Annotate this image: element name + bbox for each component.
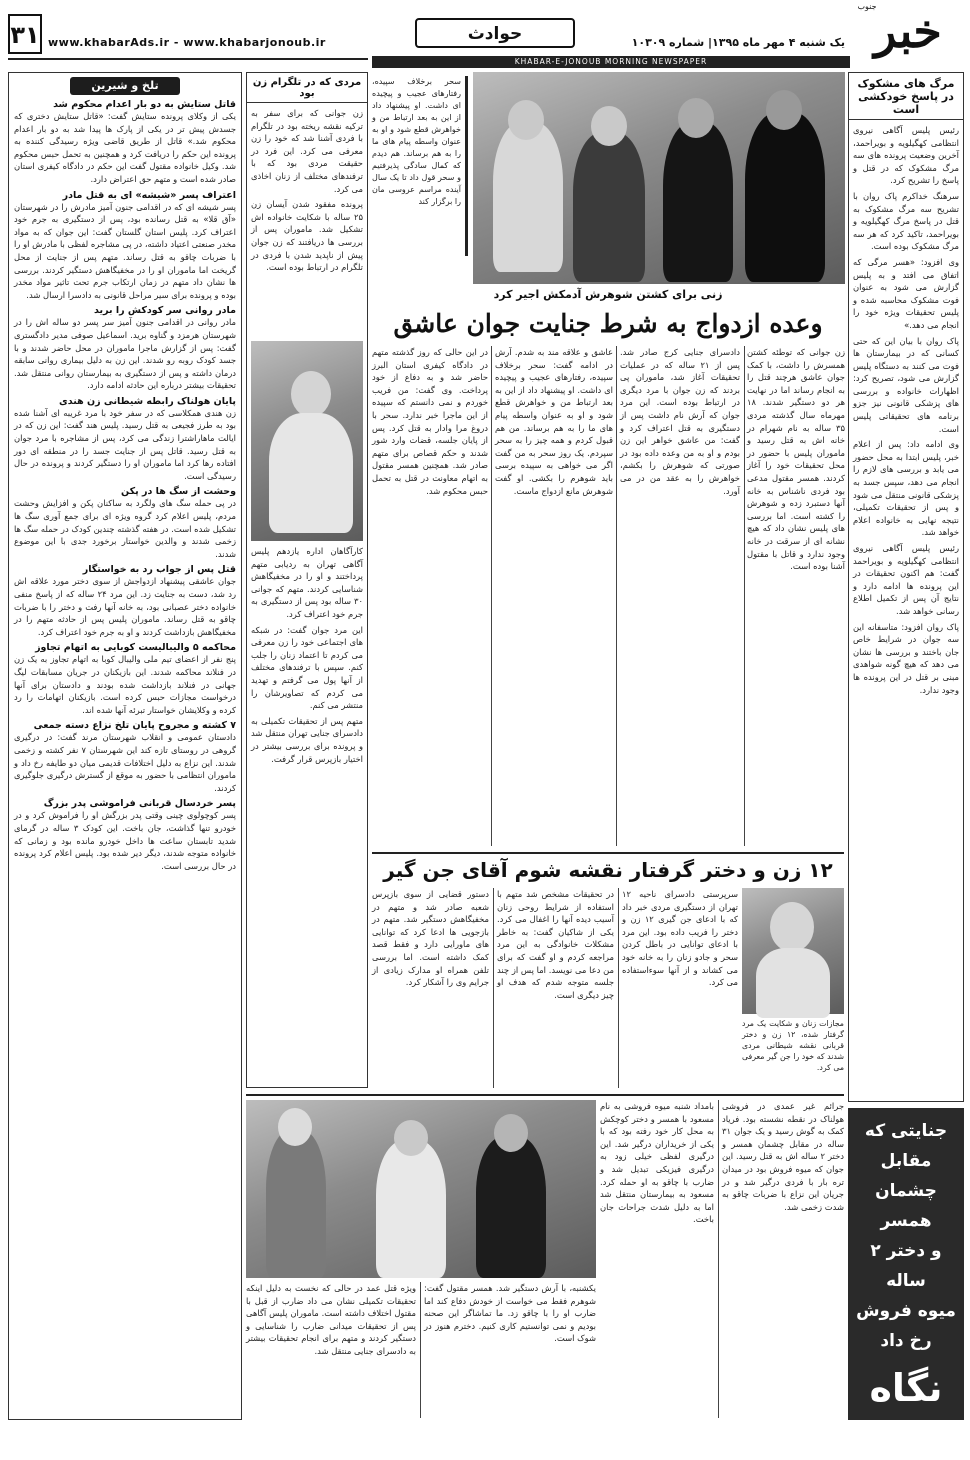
paragraph: پاک روان افزود: متاسفانه این سه جوان در شرایط خاص جان باختند و بررسی ها نشان می دهد که هیچ گونه شواهدی مبنی بر قتل در این پرونده ها وجود ندارد. (853, 621, 959, 695)
promo-line: رخ داد (880, 1331, 932, 1351)
column-rule (493, 888, 494, 1088)
item-body: مادر روانی در اقدامی جنون آمیز سر پسر دو ساله اش را در شهرستان هرمزد و گناوه برید. اسماعیل صوفی مدیر دادگستری گفت: پس از گزارش ماجرا ماموران در محل حاضر شدند و با جسد کودک روبه رو شدند. این زن به دلیل بیماری روانی سابقه درمان داشته و پس از دستگیری به بیمارستان روانی منتقل شد. تحقیقات بیشتر درباره این حادثه ادامه دارد. (14, 317, 236, 391)
item-title: قاتل ستایش به دو بار اعدام محکوم شد (53, 99, 236, 110)
left-column-items (9, 99, 241, 872)
main-story-photo (473, 72, 845, 284)
item-body: یکی از وکلای پرونده ستایش گفت: «قاتل ستایش دختری که جسدش پیش ‌تر در یکی از پارک ها پیدا شد به دو بار اعدام محکوم شد.» قاتل از طریق قاضی ویژه رسیدگی کننده به پرونده این حکم را دریافت کرد و همچنین به تحمل حبس محکوم شد. وکیل خانواده مقتول گفت این حکم در دادگاه کیفری استان صادر شده است و متهم حق اعتراض دارد. (14, 111, 236, 184)
paragraph: پرونده مفقود شدن آیسان زن ۲۵ ساله با شکایت خانواده اش تشکیل شد. ماموران پس از بررسی ها دریافتند که زن جوان پیش از ناپدید شدن با فردی در تلگرام در ارتباط بوده است. (251, 199, 363, 273)
telegram-story-title: مردی که در تلگرام زن بود (247, 77, 367, 103)
column-rule (616, 346, 617, 846)
paragraph: رئیس پلیس آگاهی نیروی انتظامی کهگیلویه و بویراحمد گفت: هم اکنون تحقیقات در این پرونده ها ادامه دارد و نتایج آن پس از تکمیل اطلاع رسانی خواهد شد. (853, 543, 959, 616)
bottom-story-column: جرائم غیر عمدی در فروشی هولناک در نقطه نشسته بود. فریاد کمک به گوش رسید و یک جوان ۳۱ ساله در مقابل چشمان همسر و دختر ۲ ساله اش به قتل رسید. این جوان که میوه فروش بود در میدان تره بار با فردی درگیر شد و در جریان این نزاع با ضربات چاقو به شدت زخمی شد. (722, 1101, 844, 1212)
right-column-subtitle: در پاسخ خودکشی است (849, 90, 963, 120)
right-column-body (849, 124, 963, 696)
item-title: پسر خردسال قربانی فراموشی پدر بزرگ (43, 798, 236, 810)
column-rule (618, 888, 619, 1088)
left-column (8, 72, 242, 1420)
paragraph: پاک روان با بیان این که حتی کسانی که در بیمارستان ها فوت می کنند به دستگاه پلیس گزارش می شود، تصریح کرد: اظهارات خانواده و بررسی های پزشکی قانونی نیز جزو برنامه های تحقیقاتی پلیس است. (853, 335, 959, 434)
telegram-body-top (247, 107, 367, 337)
item-body: جوان عاشقی پیشنهاد ازدواجش از سوی دختر مورد علاقه اش رد شد، دست به جنایت زد. این مرد ۲۴ ساله که از پاسخ منفی خانواده دختر عصبانی بود، به خانه آنها رفت و دختر را با ضربات چاقو به قتل رساند. ماموران پلیس پس از حادثه متهم را در مخفیگاهش بازداشت کردند و او به جرم خود اعتراف کرد. (14, 576, 236, 637)
promo-big: خونبار! (849, 1418, 963, 1456)
promo-line: چشمان همسر (875, 1181, 937, 1231)
paragraph: وی ادامه داد: پس از اعلام خبر، پلیس ابتدا به محل حضور می یابد و بررسی های لازم را انجام می دهد، سپس جسد به پزشکی قانونی منتقل می شود و پس از تحقیقات تکمیلی، نتیجه نهایی به خانواده اعلام خواهد شد. (853, 439, 959, 538)
promo-big: نگاه (869, 1366, 943, 1410)
column-rule (491, 346, 492, 846)
column-rule (744, 346, 745, 846)
logo-subtitle: جنوب (857, 2, 877, 11)
main-story-column: دادسرای جنایی کرج صادر شد. پس از ۲۱ ساله که در عملیات تحقیقات آغاز شد، ماموران پی بردند که زن جوان با مرد دیگری در ارتباط بوده است. این مرد جوان که آرش نام داشت پس از دستگیری به قتل اعتراف کرد و گفت: من عاشق خواهر این زن بودم و او به من وعده داده بود در صورتی که شوهرش را بکشم، خواهرش را به عقد من در می آورد. (620, 347, 740, 496)
item-title: محاکمه ۵ والیبالیست کوبایی به اتهام تجاوز (35, 642, 236, 654)
column-rule (718, 1100, 719, 1418)
story-divider (246, 1094, 844, 1096)
item-title: ۷ کشته و مجروح پایان تلخ نزاع دسته جمعی (33, 720, 236, 732)
section-title: حوادث (415, 18, 575, 48)
right-column-title: مرگ های مشکوک (857, 77, 955, 90)
second-story-headline: ۱۲ زن و دختر گرفتار نقشه شوم آقای جن گیر (383, 858, 833, 882)
paragraph: این مرد جوان گفت: در شبکه های اجتماعی خود را زن معرفی می کردم تا اعتماد زنان را جلب کنم. سپس با ترفندهای مختلف از آنها پول می گرفتم و تهدید می کردم که تصاویرشان را منتشر می کنم. (251, 624, 363, 711)
paragraph: وی افزود: «هسر مرگی که اتفاق می افتد و به پلیس گزارش می شود به عنوان فوت مشکوک محاسبه شده و پلیس تحقیقات ویژه خود را انجام می دهد.» (853, 256, 959, 330)
main-story-column: عاشق و علاقه مند به شدم. آرش در ادامه گفت: سحر برخلاف سپیده، رفتارهای عجیب و پیچیده ای داشت. او پیشنهاد داد از این به بعد ارتباط من و خواهرش قطع شود و او به عنوان واسطه پیام های ما را به هم برساند. من هم قبول کردم و همه چیز را به سحر سپردم. یک روز سحر به من گفت اگر می خواهی به سپیده برسی باید شوهرم را بکشی. او گفت شوهرش مانع ازدواج ماست. (495, 347, 613, 496)
bottom-story-column: ویژه قتل عمد در حالی که نخست به دلیل اینکه تحقیقات تکمیلی نشان می داد ضارب از قبل با مقتول اختلاف داشته است. ماموران پلیس آگاهی پس از تحقیقات میدانی ضارب را شناسایی و دستگیر کردند و متهم برای انجام تحقیقات بیشتر به دادسرای جنایی منتقل شد. (246, 1283, 416, 1356)
paragraph: رئیس پلیس آگاهی نیروی انتظامی کهگیلویه و بویراحمد، آخرین وضعیت پرونده های سه مرگ مشکوک که در قتل و پاسخ را تشریح کرد. (853, 125, 959, 186)
promo-line: میوه فروش (856, 1301, 956, 1321)
promo-line: جنایتی که مقابل (864, 1121, 948, 1171)
main-story-column: زن جوانی که توطئه کشتن همسرش را داشت، با کمک جوان عاشق هرچند قتل را به انجام رساند اما در نهایت هر دو دستگیر شدند. ۱۸ مهرماه سال گذشته مردی ۳۵ ساله به نام شهرام در خانه اش به قتل رسید و ماموران پلیس با حضور در محل تحقیقات خود را آغاز کردند. همسر مقتول مدعی بود فردی ناشناس به خانه آنها دستبرد زده و شوهرش را کشته است. اما بررسی های پلیس نشان داد که هیچ نشانه ای از سرقت در خانه وجود ندارد و قاتل با مقتول آشنا بوده است. (747, 347, 845, 572)
column-rule (420, 1282, 421, 1418)
second-story-caption: مجازات زنان و شکایت یک مرد گرفتار شده، ۱۲ زن و دختر قربانی نقشه شیطانی مردی شدند که خود را جن گیر معرفی می کرد. (742, 1019, 844, 1072)
paragraph: کارآگاهان اداره یازدهم پلیس آگاهی تهران به ردیابی متهم پرداختند و او را در مخفیگاهش شناسایی کردند. متهم که جوانی ۳۰ ساله بود پس از دستگیری به جرم خود اعتراف کرد. (251, 546, 363, 619)
main-story-kicker: زنی برای کشتن شوهرش آدمکش اجیر کرد (493, 288, 723, 301)
side-promo[interactable] (848, 1108, 964, 1456)
paragraph: سرهنگ خداکرم پاک روان با تشریح سه مرگ مشکوک به قتل در پاسخ مرگ کهگیلویه و بویراحمد، تاکید کرد که هر سه مرگ مشکوک بوده است. (853, 190, 959, 252)
item-title: مادر روانی سر کودکش را برید (94, 305, 236, 317)
item-body: دادستان عمومی و انقلاب شهرستان مرند گفت: در درگیری گروهی در روستای تازه کند این شهرستان ۷ نفر کشته و زخمی شدند. این نزاع به دلیل اختلافات قدیمی میان دو طایفه رخ داد و ماموران انتظامی با حضور به موقع از گسترش درگیری جلوگیری کردند. (14, 732, 236, 793)
issue-date: یک شنبه ۴ مهر ماه ۱۳۹۵| شماره ۱۰۳۰۹ (631, 36, 845, 49)
second-story-column: سرپرستی دادسرای ناحیه ۱۲ تهران از دستگیری مردی خبر داد که با ادعای جن گیری ۱۲ زن و دختر را فریب داده بود. این مرد با ادعای توانایی در باطل کردن سحر و جادو زنان را به خانه خود می کشاند و از آنها سوءاستفاده می کرد. (622, 889, 738, 988)
item-title: قتل پس از جواب رد به خواستگار (82, 564, 236, 576)
story-divider (372, 852, 844, 854)
paragraph: زن جوانی که برای سفر به ترکیه نقشه ریخته بود در تلگرام با فردی آشنا شد که خود را زن معرفی می کرد. این فرد در حقیقت مردی بود که با ترفندهای مختلف از زنان اخاذی می کرد. (251, 108, 363, 194)
main-story-headline: وعده ازدواج به شرط جنایت جوان عاشق (393, 309, 823, 338)
telegram-story (246, 72, 368, 1088)
paragraph: متهم پس از تحقیقات تکمیلی به دادسرای جنایی تهران منتقل شد و پرونده برای بررسی بیشتر در اختیار بازپرس قرار گرفت. (251, 715, 363, 764)
right-column (848, 72, 964, 1102)
bottom-story-column: یکشنبه، با آرش دستگیر شد. همسر مقتول گفت: شوهرم فقط می خواست از خودش دفاع کند اما ضارب او را با چاقو زد. ما تماشاگر این صحنه بودیم و نمی توانستیم کاری کنیم. دخترم هنوز در شوک است. (424, 1283, 596, 1344)
promo-line: و دختر ۲ ساله (870, 1241, 942, 1291)
telegram-story-photo (251, 341, 363, 541)
item-title: وحشت از سگ ها در پکن (121, 486, 236, 498)
item-title: اعتراف پسر «شیشه» ای به قتل مادر (62, 189, 236, 201)
banner-strip: KHABAR-E-JONOUB MORNING NEWSPAPER (372, 56, 850, 68)
item-body: در پی حمله سگ های ولگرد به ساکنان پکن و افزایش وحشت مردم، پلیس اعلام کرد گروه ویژه ای برای جمع آوری سگ ها تشکیل شده است. در هفته گذشته چندین کودک در حمله سگ ها زخمی شدند و والدین خواستار برخورد جدی با این موضوع شدند. (14, 498, 236, 559)
second-story-photo (742, 888, 844, 1014)
website-url[interactable]: www.khabarAds.ir - www.khabarjonoub.ir (48, 36, 326, 49)
second-story-column: دستور قضایی از سوی بازپرس شعبه صادر شد و متهم در مخفیگاهش دستگیر شد. متهم در بازجویی ها ادعا کرد که توانایی های ماورایی دارد و فقط قصد کمک داشته است. اما بررسی تلفن همراه او مدارک زیادی از جرایم وی را آشکار کرد. (372, 889, 489, 988)
main-story-caption: سحر برخلاف سپیده، رفتارهای عجیب و پیچیده ای داشت. او پیشنهاد داد از این به بعد ارتباط من و خواهرش قطع شود و او به عنوان واسطه پیام های ما را به هم برساند. هم دیدم که کمال سادگی پذیرفتیم و سحر قول داد تا یک سال آینده مراسم عروسی مان را برگزار کند (372, 76, 468, 256)
newspaper-logo: خبر (874, 4, 942, 58)
second-story-column: در تحقیقات مشخص شد متهم با استفاده از شرایط روحی زنان آسیب دیده آنها را اغفال می کرد. یکی از شاکیان گفت: به خاطر مشکلات خانوادگی به این مرد مراجعه کردم و او گفت که برای من دعا می نویسد. اما پس از چند جلسه متوجه شدم که هدف او چیز دیگری است. (497, 889, 614, 1000)
item-title: پایان هولناک رابطه شیطانی زن هندی (59, 395, 236, 407)
page-number: ۳۱ (8, 14, 42, 54)
telegram-body-bottom (247, 545, 367, 765)
left-column-box-title: تلخ و شیرین (70, 77, 180, 95)
item-body: زن هندی همکلاسی که در سفر خود با مرد غریبه ای آشنا شده بود به طرز فجیعی به قتل رسید. پلیس هند گفت: این زن که در ایالت ماهاراشترا زندگی می کرد، پس از مشاجره با مرد جوان به قتل رسید. قاتل پس از جنایت جسد را در منطقه ای دور افتاده رها کرد اما ماموران او را دستگیر کردند و پرونده در حال رسیدگی است. (14, 407, 236, 481)
item-body: پنج نفر از اعضای تیم ملی والیبال کوبا به اتهام تجاوز به یک زن در فنلاند محاکمه شدند. این بازیکنان در جریان مسابقات لیگ جهانی در فنلاند بازداشت شده بودند و دادستان برای آنها درخواست مجازات حبس کرده است. بازیکنان اتهامات را رد کرده و وکلایشان خواستار تبرئه آنها شده اند. (14, 654, 236, 715)
item-body: پسر شیشه ای که در اقدامی جنون آمیز مادرش را در شهرستان «آق قلا» به قتل رسانده بود، پس از دستگیری به جرم خود اعتراف کرد. پلیس استان گلستان گفت: این جوان که به مواد مخدر صنعتی اعتیاد داشته، در پی مشاجره لفظی با مادرش او را با ضربات چاقو به قتل رساند. متهم پس از جنایت از محل گریخت اما ماموران او را در مخفیگاهش دستگیر کردند. بررسی ها نشان داد متهم در زمان ارتکاب جرم تحت تاثیر مواد مخدر بوده و پرونده برای سیر مراحل قانونی به دادسرا ارسال شد. (14, 201, 236, 300)
item-body: پسر کوچولوی چینی وقتی پدر بزرگش او را فراموش کرد و در خودرو تنها گذاشت، جان باخت. این کودک ۳ ساله در گرمای شدید تابستان ساعت ها داخل خودرو مانده بود و زمانی که خانواده متوجه شدند، دیگر دیر شده بود. پلیس اعلام کرد پرونده در حال بررسی است. (14, 810, 237, 871)
bottom-story-column: بامداد شنبه میوه فروشی به نام مسعود با همسر و دختر کوچکش به محل کار خود رفته بود که با یکی از خریداران درگیر شد. این درگیری لفظی خیلی زود به درگیری فیزیکی تبدیل شد و ضارب با چاقو به او حمله کرد. مسعود به بیمارستان منتقل شد اما به دلیل شدت جراحات جان باخت. (600, 1101, 714, 1225)
main-story-column: در این حالی که روز گذشته متهم در دادگاه کیفری استان البرز حاضر شد و به دفاع از خود پرداخت. وی گفت: من فریب خوردم و نمی دانستم که سپیده از این ماجرا خبر ندارد. سحر با دروغ مرا وادار به قتل کرد. پس از پایان جلسه، قضات وارد شور شدند و حکم قصاص برای متهم صادر شد. همچنین همسر مقتول به اتهام معاونت در قتل به تحمل حبس محکوم شد. (372, 347, 488, 496)
bottom-story-photo (246, 1100, 596, 1278)
header-divider (8, 58, 368, 60)
